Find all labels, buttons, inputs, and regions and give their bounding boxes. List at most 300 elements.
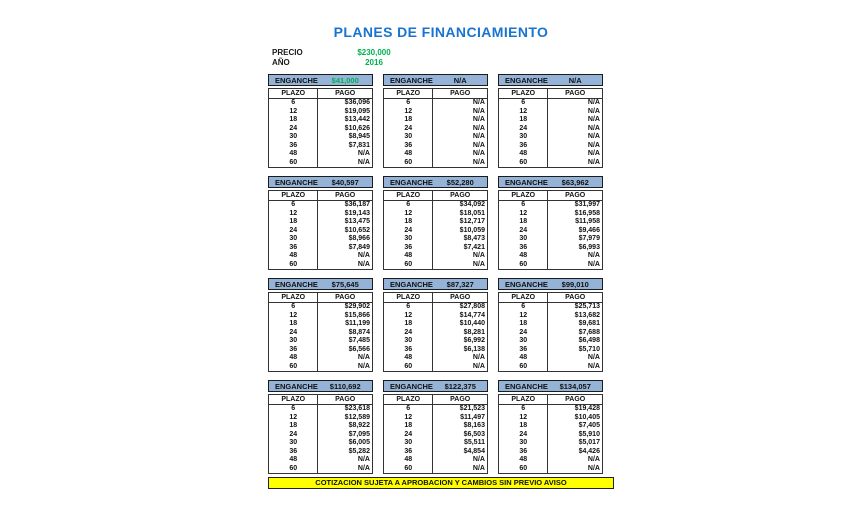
plazo-column bbox=[499, 99, 548, 167]
plazo-cell: 6 bbox=[521, 201, 526, 208]
plan-table-body bbox=[499, 405, 602, 473]
pago-cell: $7,849 bbox=[348, 243, 370, 251]
plazo-cell: 24 bbox=[519, 430, 528, 438]
enganche-label: ENGANCHE bbox=[275, 177, 318, 187]
pago-cell: N/A bbox=[587, 252, 600, 259]
enganche-label: ENGANCHE bbox=[275, 75, 318, 85]
pago-header: PAGO bbox=[335, 396, 356, 403]
pago-cell: $13,682 bbox=[574, 311, 600, 319]
pago-header: PAGO bbox=[335, 90, 356, 97]
plan-table-header bbox=[499, 395, 602, 405]
enganche-value: $63,962 bbox=[561, 177, 589, 187]
pago-cell: N/A bbox=[472, 456, 485, 463]
plan-card bbox=[268, 176, 373, 270]
pago-cell: N/A bbox=[472, 107, 485, 115]
pago-cell: $36,096 bbox=[344, 99, 370, 106]
pago-cell: $6,993 bbox=[578, 243, 600, 251]
pago-cell: $10,652 bbox=[344, 226, 370, 234]
plazo-cell: 30 bbox=[289, 133, 298, 140]
pago-cell: $19,095 bbox=[344, 107, 370, 115]
plazo-cell: 6 bbox=[291, 405, 296, 412]
pago-cell: $29,902 bbox=[344, 303, 370, 310]
plazo-cell: 18 bbox=[404, 218, 413, 225]
plazo-cell: 12 bbox=[519, 107, 528, 115]
plan-table-body bbox=[269, 201, 372, 269]
plazo-cell: 12 bbox=[289, 413, 298, 421]
plan-table-body bbox=[384, 303, 487, 371]
plazo-cell: 18 bbox=[289, 116, 298, 123]
pago-cell: $5,017 bbox=[578, 439, 600, 446]
pago-cell: $11,199 bbox=[345, 320, 370, 327]
pago-cell: $25,713 bbox=[574, 303, 600, 310]
plans-grid bbox=[268, 74, 614, 474]
enganche-header bbox=[498, 278, 603, 290]
plan-table bbox=[383, 394, 488, 474]
plazo-column bbox=[269, 99, 318, 167]
plazo-cell: 30 bbox=[404, 439, 413, 446]
plazo-cell: 24 bbox=[289, 124, 298, 132]
plazo-cell: 12 bbox=[404, 209, 413, 217]
pago-header: PAGO bbox=[450, 90, 471, 97]
plan-card bbox=[268, 278, 373, 372]
plazo-cell: 30 bbox=[519, 439, 528, 446]
pago-column bbox=[433, 201, 487, 269]
pago-cell: $36,187 bbox=[344, 201, 370, 208]
plazo-cell: 48 bbox=[289, 456, 298, 463]
plazo-cell: 18 bbox=[519, 116, 528, 123]
pago-cell: $7,831 bbox=[348, 141, 370, 149]
plazo-cell: 12 bbox=[289, 107, 298, 115]
pago-header: PAGO bbox=[565, 396, 586, 403]
plan-card bbox=[498, 278, 603, 372]
pago-header: PAGO bbox=[450, 294, 471, 301]
pago-cell: $12,717 bbox=[459, 218, 485, 225]
disclaimer-banner: COTIZACION SUJETA A APROBACION Y CAMBIOS SIN PREVIO AVISO bbox=[268, 477, 614, 489]
plazo-cell: 18 bbox=[289, 422, 298, 429]
pago-cell: N/A bbox=[472, 99, 485, 106]
plan-table bbox=[498, 190, 603, 270]
pago-cell: $11,958 bbox=[575, 218, 600, 225]
plazo-cell: 24 bbox=[289, 328, 298, 336]
enganche-header bbox=[268, 74, 373, 86]
plazo-cell: 48 bbox=[519, 456, 528, 463]
pago-column bbox=[433, 405, 487, 473]
plazo-cell: 6 bbox=[521, 99, 526, 106]
plazo-header: PLAZO bbox=[384, 293, 433, 302]
pago-cell: $8,874 bbox=[348, 328, 370, 336]
plazo-column bbox=[499, 201, 548, 269]
plazo-cell: 30 bbox=[289, 337, 298, 344]
plazo-cell: 60 bbox=[404, 158, 413, 166]
pago-cell: $13,475 bbox=[344, 218, 370, 225]
plazo-cell: 24 bbox=[289, 226, 298, 234]
plazo-header: PLAZO bbox=[384, 395, 433, 404]
plan-table-body bbox=[499, 303, 602, 371]
plazo-cell: 60 bbox=[404, 260, 413, 268]
pago-cell: N/A bbox=[587, 150, 600, 157]
pago-cell: $6,992 bbox=[463, 337, 485, 344]
enganche-header bbox=[383, 380, 488, 392]
plazo-cell: 30 bbox=[404, 235, 413, 242]
plan-table-header bbox=[384, 191, 487, 201]
plazo-cell: 6 bbox=[521, 303, 526, 310]
pago-cell: $19,428 bbox=[574, 405, 600, 412]
plazo-header: PLAZO bbox=[499, 395, 548, 404]
pago-cell: $16,958 bbox=[574, 209, 600, 217]
pago-cell: $13,442 bbox=[344, 116, 370, 123]
plan-table-header bbox=[269, 89, 372, 99]
pago-cell: $6,138 bbox=[463, 345, 485, 353]
pago-cell: $8,473 bbox=[463, 235, 485, 242]
plan-table bbox=[268, 394, 373, 474]
plazo-column bbox=[384, 201, 433, 269]
enganche-header bbox=[383, 74, 488, 86]
plazo-header: PLAZO bbox=[269, 89, 318, 98]
info-block bbox=[268, 48, 614, 68]
pago-cell: $21,523 bbox=[459, 405, 485, 412]
pago-column bbox=[548, 303, 602, 371]
pago-cell: N/A bbox=[587, 124, 600, 132]
pago-cell: N/A bbox=[357, 158, 370, 166]
plan-table-header bbox=[269, 395, 372, 405]
plazo-column bbox=[269, 405, 318, 473]
pago-cell: N/A bbox=[587, 260, 600, 268]
enganche-header bbox=[268, 380, 373, 392]
pago-cell: $10,059 bbox=[459, 226, 485, 234]
plazo-cell: 48 bbox=[404, 150, 413, 157]
pago-cell: $6,498 bbox=[578, 337, 600, 344]
pago-cell: $19,143 bbox=[344, 209, 370, 217]
plazo-cell: 36 bbox=[404, 447, 413, 455]
plazo-cell: 48 bbox=[289, 252, 298, 259]
plazo-cell: 36 bbox=[289, 243, 298, 251]
pago-cell: $6,566 bbox=[348, 345, 370, 353]
plan-table-body bbox=[384, 201, 487, 269]
enganche-label: ENGANCHE bbox=[390, 177, 433, 187]
pago-cell: N/A bbox=[357, 456, 370, 463]
plazo-cell: 12 bbox=[404, 413, 413, 421]
enganche-header bbox=[268, 278, 373, 290]
plazo-cell: 18 bbox=[404, 422, 413, 429]
plan-table bbox=[268, 88, 373, 168]
pago-cell: $5,910 bbox=[578, 430, 600, 438]
plazo-cell: 6 bbox=[406, 99, 411, 106]
enganche-header bbox=[268, 176, 373, 188]
enganche-value: N/A bbox=[568, 75, 582, 85]
plazo-cell: 18 bbox=[404, 320, 413, 327]
pago-cell: N/A bbox=[587, 456, 600, 463]
plan-table-header bbox=[384, 293, 487, 303]
enganche-value: $134,057 bbox=[559, 381, 591, 391]
plan-table-header bbox=[384, 395, 487, 405]
plazo-column bbox=[269, 303, 318, 371]
enganche-value: $52,280 bbox=[446, 177, 474, 187]
plan-table-body bbox=[499, 201, 602, 269]
pago-cell: N/A bbox=[472, 354, 485, 361]
pago-column bbox=[548, 201, 602, 269]
precio-value: $230,000 bbox=[357, 48, 391, 57]
plazo-cell: 36 bbox=[404, 243, 413, 251]
plazo-cell: 24 bbox=[404, 226, 413, 234]
plazo-cell: 6 bbox=[406, 201, 411, 208]
plazo-cell: 48 bbox=[289, 354, 298, 361]
plazo-cell: 30 bbox=[404, 133, 413, 140]
plazo-cell: 36 bbox=[289, 141, 298, 149]
plazo-cell: 30 bbox=[404, 337, 413, 344]
plan-card bbox=[383, 278, 488, 372]
plazo-cell: 60 bbox=[519, 362, 528, 370]
pago-cell: N/A bbox=[472, 141, 485, 149]
plazo-header: PLAZO bbox=[384, 191, 433, 200]
pago-cell: N/A bbox=[587, 107, 600, 115]
pago-cell: $23,618 bbox=[344, 405, 370, 412]
enganche-label: ENGANCHE bbox=[390, 279, 433, 289]
pago-cell: $8,945 bbox=[348, 133, 370, 140]
pago-cell: $4,426 bbox=[578, 447, 600, 455]
plazo-header: PLAZO bbox=[499, 191, 548, 200]
pago-cell: $18,051 bbox=[459, 209, 485, 217]
plazo-header: PLAZO bbox=[269, 191, 318, 200]
financing-sheet bbox=[268, 24, 614, 489]
plazo-cell: 12 bbox=[519, 413, 528, 421]
plazo-cell: 30 bbox=[519, 337, 528, 344]
pago-cell: $6,005 bbox=[348, 439, 370, 446]
pago-cell: $4,854 bbox=[463, 447, 485, 455]
pago-header: PAGO bbox=[335, 192, 356, 199]
pago-cell: N/A bbox=[587, 116, 600, 123]
pago-cell: N/A bbox=[587, 133, 600, 140]
plazo-cell: 30 bbox=[519, 133, 528, 140]
pago-cell: N/A bbox=[472, 252, 485, 259]
plazo-cell: 60 bbox=[404, 362, 413, 370]
plazo-cell: 36 bbox=[519, 243, 528, 251]
plazo-cell: 6 bbox=[521, 405, 526, 412]
plazo-cell: 18 bbox=[519, 422, 528, 429]
enganche-value: $75,645 bbox=[331, 279, 359, 289]
plazo-cell: 36 bbox=[289, 345, 298, 353]
plazo-cell: 24 bbox=[519, 226, 528, 234]
plan-table bbox=[498, 88, 603, 168]
pago-header: PAGO bbox=[565, 192, 586, 199]
plan-table bbox=[383, 190, 488, 270]
pago-cell: $7,485 bbox=[348, 337, 370, 344]
plazo-cell: 6 bbox=[406, 303, 411, 310]
pago-column bbox=[433, 99, 487, 167]
pago-cell: $7,688 bbox=[578, 328, 600, 336]
plazo-cell: 48 bbox=[289, 150, 298, 157]
plazo-cell: 36 bbox=[519, 345, 528, 353]
plazo-column bbox=[384, 303, 433, 371]
plazo-cell: 6 bbox=[406, 405, 411, 412]
pago-cell: N/A bbox=[587, 158, 600, 166]
plazo-header: PLAZO bbox=[269, 395, 318, 404]
pago-cell: $5,511 bbox=[463, 439, 485, 446]
plazo-column bbox=[384, 405, 433, 473]
pago-cell: N/A bbox=[357, 354, 370, 361]
plazo-cell: 36 bbox=[519, 141, 528, 149]
plazo-cell: 60 bbox=[519, 464, 528, 472]
plazo-cell: 12 bbox=[519, 209, 528, 217]
plan-table bbox=[268, 190, 373, 270]
enganche-header bbox=[383, 176, 488, 188]
plan-table bbox=[383, 292, 488, 372]
enganche-label: ENGANCHE bbox=[390, 381, 433, 391]
enganche-header bbox=[498, 380, 603, 392]
plazo-cell: 48 bbox=[404, 456, 413, 463]
pago-header: PAGO bbox=[335, 294, 356, 301]
plazo-cell: 24 bbox=[519, 328, 528, 336]
pago-cell: $10,626 bbox=[344, 124, 370, 132]
plan-table bbox=[268, 292, 373, 372]
plan-card bbox=[383, 380, 488, 474]
pago-cell: N/A bbox=[357, 260, 370, 268]
page-title: PLANES DE FINANCIAMIENTO bbox=[333, 24, 549, 40]
plazo-cell: 48 bbox=[519, 354, 528, 361]
plan-card bbox=[383, 74, 488, 168]
plazo-cell: 36 bbox=[404, 141, 413, 149]
plazo-cell: 48 bbox=[519, 150, 528, 157]
plazo-column bbox=[499, 405, 548, 473]
plazo-cell: 12 bbox=[404, 107, 413, 115]
plazo-header: PLAZO bbox=[499, 89, 548, 98]
pago-column bbox=[548, 405, 602, 473]
plazo-column bbox=[499, 303, 548, 371]
plazo-cell: 24 bbox=[404, 430, 413, 438]
plan-table-header bbox=[499, 293, 602, 303]
pago-cell: $11,497 bbox=[460, 413, 485, 421]
pago-cell: $10,405 bbox=[574, 413, 600, 421]
pago-cell: $12,589 bbox=[344, 413, 370, 421]
enganche-label: ENGANCHE bbox=[505, 177, 548, 187]
plazo-cell: 18 bbox=[519, 218, 528, 225]
pago-column bbox=[548, 99, 602, 167]
pago-cell: $9,681 bbox=[578, 320, 600, 327]
enganche-label: ENGANCHE bbox=[505, 279, 548, 289]
pago-cell: $9,466 bbox=[578, 226, 600, 234]
plazo-cell: 24 bbox=[289, 430, 298, 438]
plazo-cell: 60 bbox=[289, 158, 298, 166]
enganche-value: $87,327 bbox=[446, 279, 474, 289]
pago-header: PAGO bbox=[565, 90, 586, 97]
plazo-column bbox=[269, 201, 318, 269]
plan-table-header bbox=[384, 89, 487, 99]
pago-cell: $8,163 bbox=[463, 422, 485, 429]
plan-table bbox=[498, 292, 603, 372]
pago-cell: $27,808 bbox=[459, 303, 485, 310]
plan-card bbox=[498, 74, 603, 168]
plazo-cell: 6 bbox=[291, 99, 296, 106]
plazo-cell: 24 bbox=[404, 124, 413, 132]
pago-cell: N/A bbox=[587, 362, 600, 370]
pago-column bbox=[318, 99, 372, 167]
plan-card bbox=[268, 380, 373, 474]
pago-cell: N/A bbox=[472, 464, 485, 472]
plazo-cell: 30 bbox=[289, 235, 298, 242]
pago-cell: N/A bbox=[472, 124, 485, 132]
pago-cell: $7,405 bbox=[578, 422, 600, 429]
plan-table-body bbox=[384, 99, 487, 167]
plazo-cell: 60 bbox=[519, 158, 528, 166]
plan-table-body bbox=[499, 99, 602, 167]
plan-table bbox=[498, 394, 603, 474]
plazo-cell: 6 bbox=[291, 201, 296, 208]
plan-table-body bbox=[384, 405, 487, 473]
enganche-value: $99,010 bbox=[561, 279, 589, 289]
pago-cell: N/A bbox=[587, 464, 600, 472]
plazo-cell: 18 bbox=[289, 320, 298, 327]
pago-cell: N/A bbox=[587, 141, 600, 149]
plazo-cell: 12 bbox=[289, 209, 298, 217]
plan-card bbox=[383, 176, 488, 270]
plazo-cell: 12 bbox=[289, 311, 298, 319]
enganche-value: $110,692 bbox=[329, 381, 361, 391]
pago-cell: N/A bbox=[357, 150, 370, 157]
pago-header: PAGO bbox=[450, 192, 471, 199]
pago-cell: $7,095 bbox=[348, 430, 370, 438]
pago-cell: N/A bbox=[357, 252, 370, 259]
plan-table-header bbox=[499, 191, 602, 201]
pago-column bbox=[433, 303, 487, 371]
enganche-value: $41,000 bbox=[331, 75, 359, 85]
anio-label: AÑO bbox=[272, 58, 290, 67]
plazo-cell: 48 bbox=[404, 252, 413, 259]
plazo-cell: 60 bbox=[289, 362, 298, 370]
plazo-cell: 60 bbox=[289, 260, 298, 268]
pago-column bbox=[318, 405, 372, 473]
pago-cell: N/A bbox=[472, 260, 485, 268]
pago-cell: $8,966 bbox=[348, 235, 370, 242]
pago-cell: N/A bbox=[472, 362, 485, 370]
plazo-cell: 24 bbox=[519, 124, 528, 132]
plan-table-body bbox=[269, 99, 372, 167]
pago-cell: $5,710 bbox=[578, 345, 600, 353]
plazo-cell: 36 bbox=[289, 447, 298, 455]
enganche-header bbox=[498, 74, 603, 86]
plazo-cell: 24 bbox=[404, 328, 413, 336]
pago-header: PAGO bbox=[450, 396, 471, 403]
plan-table-body bbox=[269, 405, 372, 473]
plan-table-header bbox=[499, 89, 602, 99]
enganche-header bbox=[383, 278, 488, 290]
plazo-cell: 36 bbox=[404, 345, 413, 353]
plazo-cell: 60 bbox=[519, 260, 528, 268]
precio-row bbox=[268, 48, 614, 58]
plazo-cell: 18 bbox=[404, 116, 413, 123]
pago-column bbox=[318, 201, 372, 269]
plazo-cell: 48 bbox=[519, 252, 528, 259]
enganche-value: $122,375 bbox=[444, 381, 476, 391]
plazo-cell: 60 bbox=[404, 464, 413, 472]
enganche-label: ENGANCHE bbox=[275, 381, 318, 391]
plazo-header: PLAZO bbox=[384, 89, 433, 98]
anio-value: 2016 bbox=[365, 58, 383, 67]
pago-cell: N/A bbox=[472, 150, 485, 157]
pago-cell: $8,922 bbox=[348, 422, 370, 429]
plazo-column bbox=[384, 99, 433, 167]
plan-table-header bbox=[269, 293, 372, 303]
plan-table-header bbox=[269, 191, 372, 201]
enganche-label: ENGANCHE bbox=[275, 279, 318, 289]
enganche-value: $40,597 bbox=[331, 177, 359, 187]
plan-table-body bbox=[269, 303, 372, 371]
pago-cell: $8,281 bbox=[463, 328, 485, 336]
pago-cell: $6,503 bbox=[463, 430, 485, 438]
pago-cell: N/A bbox=[357, 464, 370, 472]
plazo-header: PLAZO bbox=[269, 293, 318, 302]
plazo-cell: 30 bbox=[519, 235, 528, 242]
plazo-cell: 18 bbox=[519, 320, 528, 327]
pago-column bbox=[318, 303, 372, 371]
